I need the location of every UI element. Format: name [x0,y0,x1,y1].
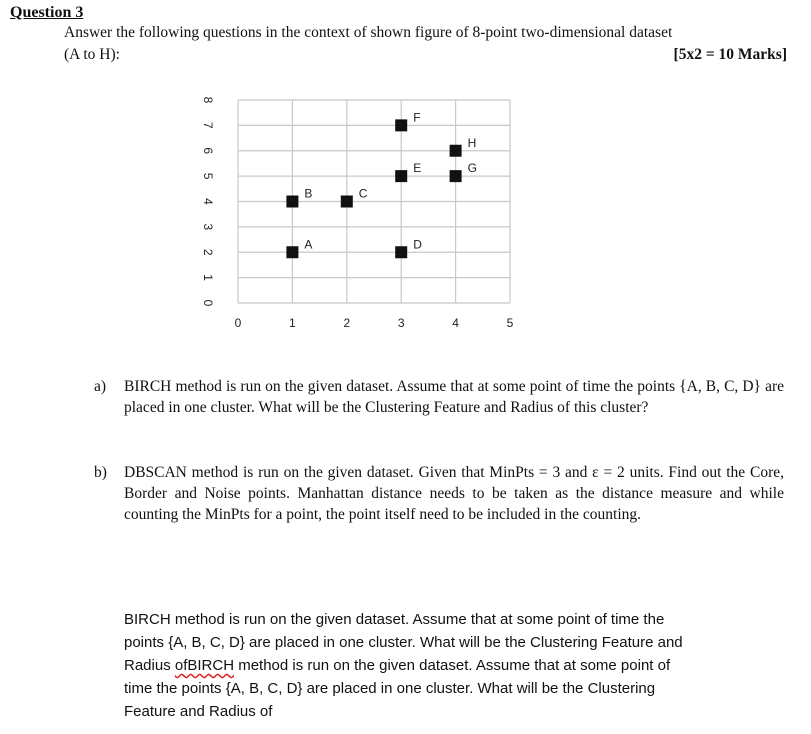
question-intro-cont: (A to H): [64,46,120,63]
question-title: Question 3 [10,4,84,21]
point-label: E [413,161,422,176]
data-point-b [286,196,298,208]
point-label: A [304,237,313,252]
y-tick-label: 0 [201,299,215,307]
point-label: F [413,110,421,125]
x-tick-label: 1 [289,316,296,330]
answer-line [124,654,784,677]
y-tick-label: 2 [201,248,215,256]
marks-label: [5x2 = 10 Marks] [673,46,787,63]
x-tick-label: 0 [234,316,242,330]
answer-fragment: method is run on the given dataset. Assume that at some point of [234,657,671,674]
data-point-c [341,196,353,208]
answer-fragment: Radius [124,657,175,674]
spellcheck-flag: ofBIRCH [174,657,235,674]
item-label: a) [94,378,107,395]
y-tick-label: 1 [201,274,215,281]
point-label: C [358,186,368,201]
answer-line: points {A, B, C, D} are placed in one cluster. What will be the Clustering Feature and [124,634,683,651]
item-text: BIRCH method is run on the given dataset. Assume that at some point of time the points {A, B, C, D} are placed in one cluster. What will be the Clustering Feature and Radius of this cluster? [124,378,784,416]
x-tick-label: 3 [397,316,405,330]
scatter-chart [180,86,520,336]
answer-line: Feature and Radius of [124,703,273,720]
data-point-a [286,246,298,258]
data-point-h [450,145,462,157]
y-tick-label: 5 [201,172,215,180]
y-tick-label: 7 [201,122,215,129]
data-point-d [395,246,407,258]
x-tick-label: 5 [506,316,514,330]
point-label: G [467,161,477,176]
point-label: H [467,135,477,150]
answer-line: time the points {A, B, C, D} are placed in one cluster. What will be the Clustering [124,680,656,697]
answer-line: BIRCH method is run on the given dataset. Assume that at some point of time the [124,611,665,628]
data-point-e [395,170,407,182]
data-point-g [450,170,462,182]
item-text: DBSCAN method is run on the given dataset. Given that MinPts = 3 and ε = 2 units. Find out the Core, Border and Noise points. Manhattan distance needs to be taken as the distance measure and while counting the MinPts for a point, the point itself need to be included in the counting. [124,464,784,523]
question-intro: Answer the following questions in the context of shown figure of 8-point two-dimensional dataset [64,24,673,41]
point-label: B [304,186,313,201]
data-point-f [395,119,407,131]
point-label: D [413,237,422,252]
item-label: b) [94,464,107,481]
x-tick-label: 2 [343,316,351,330]
y-tick-label: 4 [201,198,215,205]
answer-text[interactable] [124,608,784,723]
y-tick-label: 8 [201,96,215,104]
y-tick-label: 3 [201,223,215,231]
y-tick-label: 6 [201,147,215,155]
x-tick-label: 4 [452,316,459,330]
